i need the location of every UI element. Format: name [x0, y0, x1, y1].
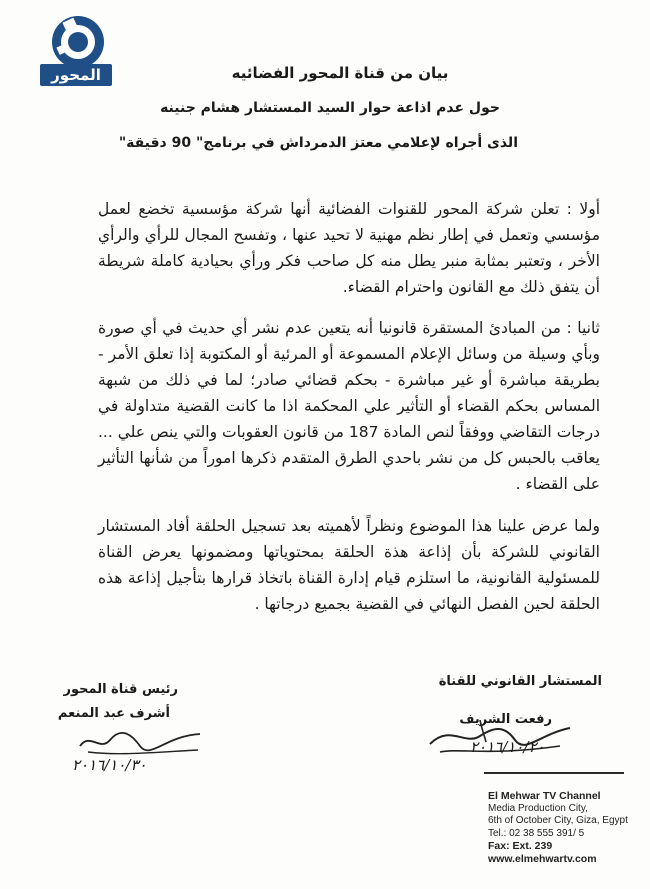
- footer-fax: Fax: Ext. 239: [488, 840, 553, 852]
- footer-website: www.elmehwartv.com: [488, 852, 597, 865]
- footer-divider: [484, 772, 624, 788]
- legal-advisor-title: المستشار القانوني للقناة: [438, 674, 602, 689]
- statement-subtitle-line2: الذى أجراه لإعلامي معتز الدمرداش في برنامج" 90 دقيقة": [118, 135, 518, 151]
- statement-title: بيان من قناة المحور الفضائيه: [231, 64, 449, 82]
- statement-subtitle: حول عدم اذاعة حوار السيد المستشار هشام جنينه: [160, 100, 500, 116]
- channel-chairman-title: رئيس قناة المحور: [63, 682, 178, 697]
- footer-address-line2: 6th of October City, Giza, Egypt: [488, 815, 628, 826]
- paragraph-third: ولما عرض علينا هذا الموضوع ونظراً لأهميته بعد تسجيل الحلقة أفاد المستشار القانوني للشركة بأن إذاعة هذة الحلقة بمحتوياتها ومضمونها يعرض القناة للمسئولية القانونية، ما استلزم قيام إدارة القناة باتخاذ قرارها بتأجيل إذاعة هذه الحلقة لحين الفصل النهائي في القضية بجميع درجاتها .: [98, 517, 600, 613]
- letterhead-footer: [488, 790, 638, 865]
- footer-tel: Tel.: 02 38 555 391/ 5: [488, 827, 585, 839]
- footer-company: El Mehwar TV Channel: [488, 790, 601, 802]
- channel-chairman-name: أشرف عبد المنعم: [57, 706, 170, 721]
- legal-advisor-date: ٢٠١٦/١٠/٢٠: [470, 738, 545, 756]
- paragraph-first: أولا : تعلن شركة المحور للقنوات الفضائية أنها شركة مؤسسية تخضع لعمل مؤسسي وتعمل في إطار نظم مهنية لا تحيد عنها ، وتفسح المجال للرأي والرأي الأخر ، وتعتبر بمثابة منبر يطل منه كل صاحب فكر ورأي بحيادية كاملة شريطة أن يتفق ذلك مع القانون واحترام القضاء.: [98, 200, 600, 296]
- channel-chairman-date: ٢٠١٦/١٠/٣٠: [72, 756, 147, 774]
- logo-wordmark: المحور: [40, 64, 112, 86]
- legal-advisor-name: رفعت الشريف: [459, 712, 552, 727]
- paragraph-second: ثانيا : من المبادئ المستقرة قانونيا أنه يتعين عدم نشر أي حديث في أي صورة وبأي وسيلة من وسائل الإعلام المسموعة أو المرئية أو المكتوبة إذا تعلق الأمر - بطريقة مباشرة أو غير مباشرة - بحكم قضائي صادر؛ لما في ذلك من شبهة المساس بحكم القضاء أو التأثير علي المحكمة اذا ما كانت القضية متداولة في درجات التقاضي ووفقاً لنص المادة 187 من قانون العقوبات والتي ينص علي ... يعاقب بالحبس كل من نشر باحدي الطرق المتقدم ذكرها اموراً من شأنها التأثير على القضاء .: [98, 319, 600, 493]
- footer-address-line1: Media Production City,: [488, 802, 588, 814]
